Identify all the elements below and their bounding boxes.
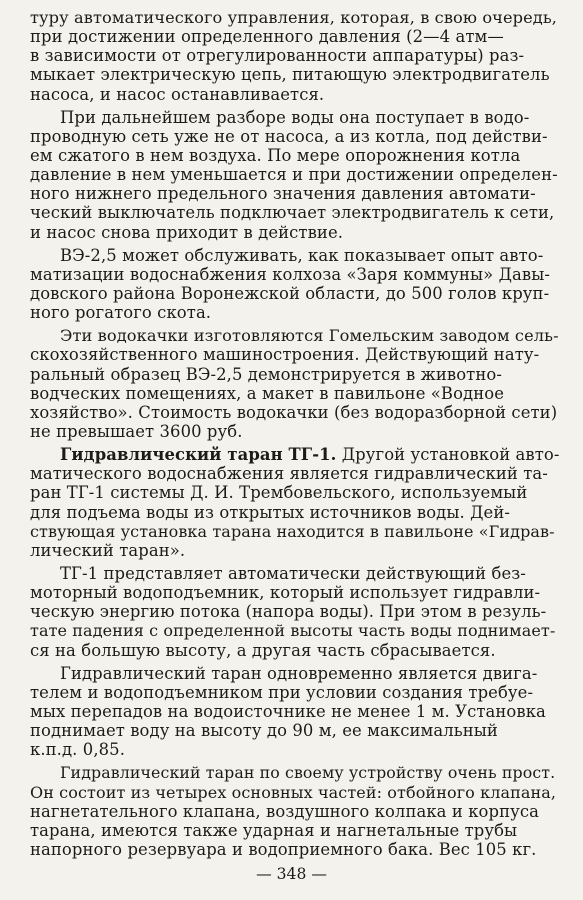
- text-line: Гидравлический таран по своему устройству очень прост.: [60, 763, 556, 783]
- text-line: не превышает 3600 руб.: [30, 422, 243, 441]
- text-line: ся на большую высоту, а другая часть сбрасывается.: [30, 640, 496, 660]
- text-line: хозяйство». Стоимость водокачки (без водоразборной сети): [30, 402, 558, 422]
- text-line: ствующая установка тарана находится в павильоне «Гидрав-: [30, 521, 555, 541]
- text-line: ного рогатого скота.: [30, 303, 212, 323]
- text-line-rest: Другой установкой авто-: [336, 445, 560, 465]
- text-line: матизации водоснабжения колхоза «Заря коммуны» Давы-: [30, 264, 550, 284]
- text-line: довского района Воронежской области, до 500 голов круп-: [30, 284, 550, 303]
- text-line: к.п.д. 0,85.: [30, 740, 126, 760]
- text-line: поднимает воду на высоту до 90 м, ее максимальный: [30, 721, 498, 741]
- text-line: ран ТГ-1 системы Д. И. Трембовельского, используемый: [30, 483, 528, 503]
- text-line: в зависимости от отрегулированности аппаратуры) раз-: [30, 46, 525, 66]
- text-line: мых перепадов на водоисточнике не менее 1 м. Установка: [30, 702, 546, 721]
- page-number: — 348 —: [256, 865, 327, 883]
- text-line: водческих помещениях, а макет в павильоне «Водное: [30, 383, 505, 403]
- text-line: моторный водоподъемник, который использует гидравли-: [30, 583, 541, 603]
- text-line: При дальнейшем разборе воды она поступает в водо-: [60, 107, 530, 127]
- text-line: Эти водокачки изготовляются Гомельским заводом сель-: [60, 326, 559, 346]
- text-line: нагнетательного клапана, воздушного колпака и корпуса: [30, 801, 540, 821]
- text-line: Гидравлический таран одновременно является двига-: [60, 663, 538, 683]
- text-line: туру автоматического управления, которая, в свою очередь,: [30, 8, 558, 27]
- text-line: для подъема воды из открытых источников воды. Дей-: [30, 502, 511, 522]
- text-line: проводную сеть уже не от насоса, а из котла, под действи-: [30, 126, 548, 146]
- text-line: напорного резервуара и водоприемного бака. Вес 105 кг.: [30, 840, 537, 859]
- text-line: лический таран».: [30, 540, 186, 560]
- text-line: тарана, имеются также ударная и нагнетальные трубы: [30, 820, 518, 840]
- text-line: насоса, и насос останавливается.: [30, 84, 325, 104]
- text-line: давление в нем уменьшается и при достижении определен-: [30, 165, 558, 185]
- text-line: [60, 445, 560, 464]
- text-line: тате падения с определенной высоты часть воды поднимает-: [30, 621, 556, 641]
- text-line: ческую энергию потока (напора воды). При этом в резуль-: [30, 602, 547, 622]
- text-line: мыкает электрическую цепь, питающую электродвигатель: [30, 65, 550, 85]
- text-line: и насос снова приходит в действие.: [30, 222, 344, 242]
- text-line: при достижении определенного давления (2—4 атм—: [30, 27, 504, 47]
- text-line: ТГ-1 представляет автоматически действующий без-: [60, 564, 526, 583]
- text-line: ного нижнего предельного значения давления автомати-: [30, 184, 536, 204]
- text-line: матического водоснабжения является гидравлический та-: [30, 464, 548, 484]
- text-line: Он состоит из четырех основных частей: отбойного клапана,: [30, 782, 557, 802]
- text-line: телем и водоподъемником при условии создания требуе-: [30, 682, 534, 702]
- text-line: скохозяйственного машиностроения. Действующий нату-: [30, 345, 540, 365]
- text-line: ральный образец ВЭ-2,5 демонстрируется в животно-: [30, 364, 502, 384]
- section-heading-hydraulic-ram: Гидравлический таран ТГ-1.: [60, 445, 337, 465]
- text-line: ем сжатого в нем воздуха. По мере опорожнения котла: [30, 146, 521, 165]
- text-line: ВЭ-2,5 может обслуживать, как показывает опыт авто-: [60, 245, 544, 265]
- text-line: ческий выключатель подключает электродвигатель к сети,: [30, 203, 555, 223]
